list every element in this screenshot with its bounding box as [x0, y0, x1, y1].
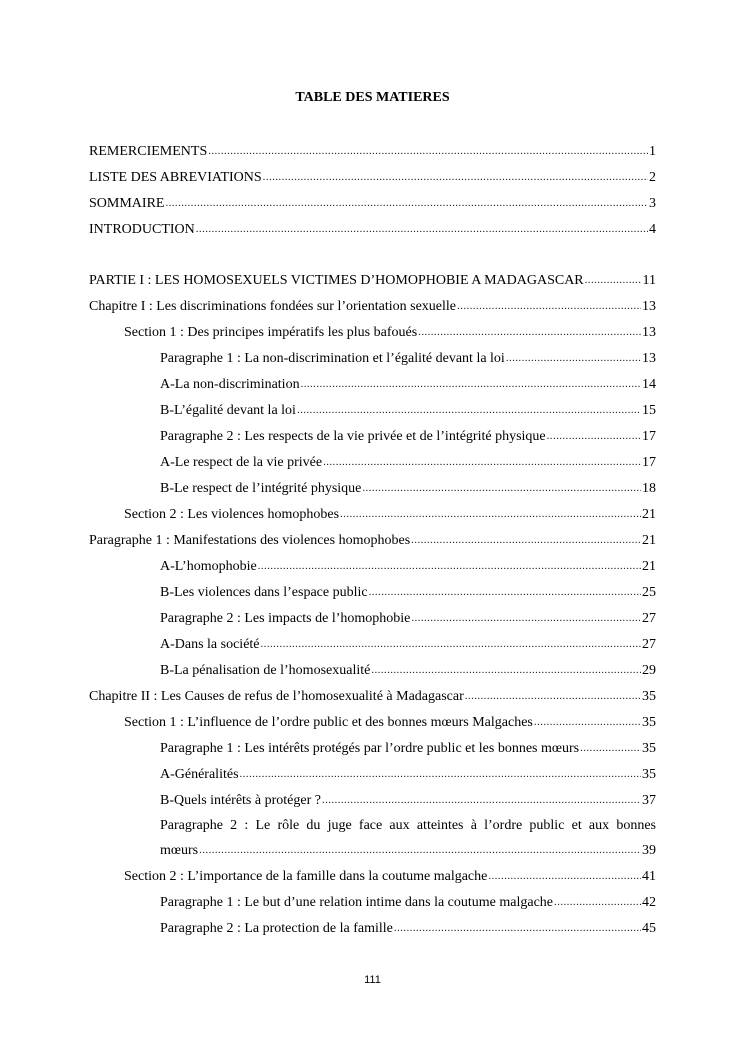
- toc-entry-page: 2: [649, 170, 656, 185]
- toc-entry-page: 21: [642, 559, 656, 574]
- toc-entry-page: 35: [642, 741, 656, 756]
- toc-entry-label: Section 1 : L’influence de l’ordre public et des bonnes mœurs Malgaches: [124, 715, 533, 730]
- leader-dots: [585, 273, 642, 287]
- leader-dots: [506, 351, 641, 365]
- toc-entry-label: Paragraphe 1 : Les intérêts protégés par l’ordre public et les bonnes mœurs: [160, 741, 580, 756]
- toc-entry-label: Section 1 : Des principes impératifs les plus bafoués: [124, 325, 418, 340]
- toc-entry-paragraph[interactable]: [160, 894, 656, 912]
- leader-dots: [369, 585, 641, 599]
- leader-dots: [263, 170, 648, 184]
- toc-entry-label: Paragraphe 2 : Les respects de la vie privée et de l’intégrité physique: [160, 429, 546, 444]
- toc-entry-chapter[interactable]: [89, 688, 656, 706]
- leader-dots: [534, 715, 641, 729]
- leader-dots: [362, 481, 641, 495]
- leader-dots: [371, 663, 641, 677]
- toc-entry-page: 3: [649, 196, 656, 211]
- toc-entry-label: A-Le respect de la vie privée: [160, 455, 323, 470]
- toc-entry-page: 21: [642, 533, 656, 548]
- leader-dots: [196, 222, 648, 236]
- toc-entry-label: Chapitre I : Les discriminations fondées sur l’orientation sexuelle: [89, 299, 457, 314]
- toc-entry-paragraph[interactable]: [160, 920, 656, 938]
- leader-dots: [418, 325, 641, 339]
- toc-entry-page: 17: [642, 429, 656, 444]
- page-number: 111: [364, 974, 381, 986]
- toc-entry-label: Section 2 : Les violences homophobes: [124, 507, 340, 522]
- toc-entry-page: 25: [642, 585, 656, 600]
- toc-entry-label: B-L’égalité devant la loi: [160, 403, 296, 418]
- toc-entry-label: A-L’homophobie: [160, 559, 257, 574]
- toc-entry-section[interactable]: [124, 714, 656, 732]
- leader-dots: [465, 689, 641, 703]
- leader-dots: [199, 843, 641, 857]
- toc-entry[interactable]: [89, 169, 656, 187]
- toc-entry-section[interactable]: [124, 506, 656, 524]
- toc-entry-paragraph[interactable]: [160, 740, 656, 758]
- toc-entry-page: 4: [649, 222, 656, 237]
- toc-entry-label: Paragraphe 2 : La protection de la famille: [160, 921, 393, 936]
- leader-dots: [258, 559, 641, 573]
- toc-entry-label: B-La pénalisation de l’homosexualité: [160, 663, 371, 678]
- toc-entry-paragraph[interactable]: [160, 610, 656, 628]
- leader-dots: [411, 533, 641, 547]
- leader-dots: [580, 741, 641, 755]
- toc-entry-subsection[interactable]: [160, 662, 656, 680]
- toc-entry-page: 21: [642, 507, 656, 522]
- toc-entry-page: 1: [649, 144, 656, 159]
- toc-entry-paragraph[interactable]: [160, 350, 656, 368]
- leader-dots: [394, 921, 641, 935]
- leader-dots: [411, 611, 641, 625]
- toc-entry-label: B-Quels intérêts à protéger ?: [160, 793, 321, 808]
- leader-dots: [323, 455, 641, 469]
- toc-entry-page: 42: [642, 895, 656, 910]
- toc-entry-page: 35: [642, 689, 656, 704]
- toc-entry-subsection[interactable]: [160, 376, 656, 394]
- page-title: TABLE DES MATIERES: [295, 90, 450, 105]
- toc-entry-paragraph[interactable]: [160, 428, 656, 446]
- toc-entry-page: 14: [642, 377, 656, 392]
- toc-entry-page: 45: [642, 921, 656, 936]
- toc-entry-paragraph[interactable]: [160, 842, 656, 860]
- toc-entry-section[interactable]: [124, 868, 656, 886]
- leader-dots: [297, 403, 641, 417]
- toc-entry-page: 27: [642, 611, 656, 626]
- toc-entry-label: Paragraphe 1 : Manifestations des violences homophobes: [89, 533, 411, 548]
- toc-entry-page: 18: [642, 481, 656, 496]
- toc-entry-page: 37: [642, 793, 656, 808]
- toc-entry-subsection[interactable]: [160, 480, 656, 498]
- toc-entry-paragraph-line1[interactable]: Paragraphe 2 : Le rôle du juge face aux atteintes à l’ordre public et aux bonnes: [160, 818, 656, 833]
- toc-entry-label: INTRODUCTION: [89, 222, 195, 237]
- toc-entry-subsection[interactable]: [160, 454, 656, 472]
- toc-entry-part[interactable]: [89, 272, 656, 290]
- toc-entry-page: 29: [642, 663, 656, 678]
- toc-entry-label: Paragraphe 1 : La non-discrimination et l’égalité devant la loi: [160, 351, 505, 366]
- leader-dots: [488, 869, 641, 883]
- toc-entry-page: 13: [642, 351, 656, 366]
- toc-entry-label: REMERCIEMENTS: [89, 144, 208, 159]
- toc-entry[interactable]: [89, 195, 656, 213]
- leader-dots: [457, 299, 641, 313]
- toc-entry-page: 35: [642, 715, 656, 730]
- toc-entry-label: Paragraphe 2 : Les impacts de l’homophobie: [160, 611, 411, 626]
- leader-dots: [554, 895, 641, 909]
- toc-entry-label: SOMMAIRE: [89, 196, 165, 211]
- toc-entry-subsection[interactable]: [160, 584, 656, 602]
- leader-dots: [301, 377, 641, 391]
- leader-dots: [322, 793, 641, 807]
- toc-entry-label: Paragraphe 1 : Le but d’une relation intime dans la coutume malgache: [160, 895, 554, 910]
- toc-entry-label: A-Dans la société: [160, 637, 260, 652]
- toc-entry-label: A-La non-discrimination: [160, 377, 300, 392]
- toc-entry-subsection[interactable]: [160, 402, 656, 420]
- leader-dots: [240, 767, 641, 781]
- toc-entry-page: 11: [642, 273, 656, 288]
- toc-entry-label: B-Le respect de l’intégrité physique: [160, 481, 362, 496]
- toc-entry-subsection[interactable]: [160, 558, 656, 576]
- leader-dots: [261, 637, 641, 651]
- leader-dots: [340, 507, 641, 521]
- leader-dots: [165, 196, 648, 210]
- toc-entry-subsection[interactable]: [160, 636, 656, 654]
- toc-entry-subsection[interactable]: [160, 766, 656, 784]
- toc-entry[interactable]: [89, 143, 656, 161]
- leader-dots: [208, 144, 648, 158]
- toc-entry-label: Section 2 : L’importance de la famille dans la coutume malgache: [124, 869, 488, 884]
- toc-entry-label: B-Les violences dans l’espace public: [160, 585, 368, 600]
- toc-entry-section[interactable]: [124, 324, 656, 342]
- toc-entry-label: Chapitre II : Les Causes de refus de l’homosexualité à Madagascar: [89, 689, 464, 704]
- toc-entry-chapter[interactable]: [89, 298, 656, 316]
- toc-entry-page: 39: [642, 843, 656, 858]
- toc-entry-page: 17: [642, 455, 656, 470]
- toc-entry-label: PARTIE I : LES HOMOSEXUELS VICTIMES D’HOMOPHOBIE A MADAGASCAR: [89, 273, 584, 288]
- toc-entry-page: 41: [642, 869, 656, 884]
- toc-entry-page: 35: [642, 767, 656, 782]
- toc-entry-paragraph[interactable]: [89, 532, 656, 550]
- leader-dots: [547, 429, 641, 443]
- toc-entry[interactable]: [89, 221, 656, 239]
- toc-entry-label: A-Généralités: [160, 767, 239, 782]
- toc-entry-page: 13: [642, 299, 656, 314]
- toc-entry-label: LISTE DES ABREVIATIONS: [89, 170, 262, 185]
- toc-entry-page: 15: [642, 403, 656, 418]
- toc-entry-subsection[interactable]: [160, 792, 656, 810]
- toc-entry-label: mœurs: [160, 843, 199, 858]
- toc-entry-page: 13: [642, 325, 656, 340]
- toc-entry-page: 27: [642, 637, 656, 652]
